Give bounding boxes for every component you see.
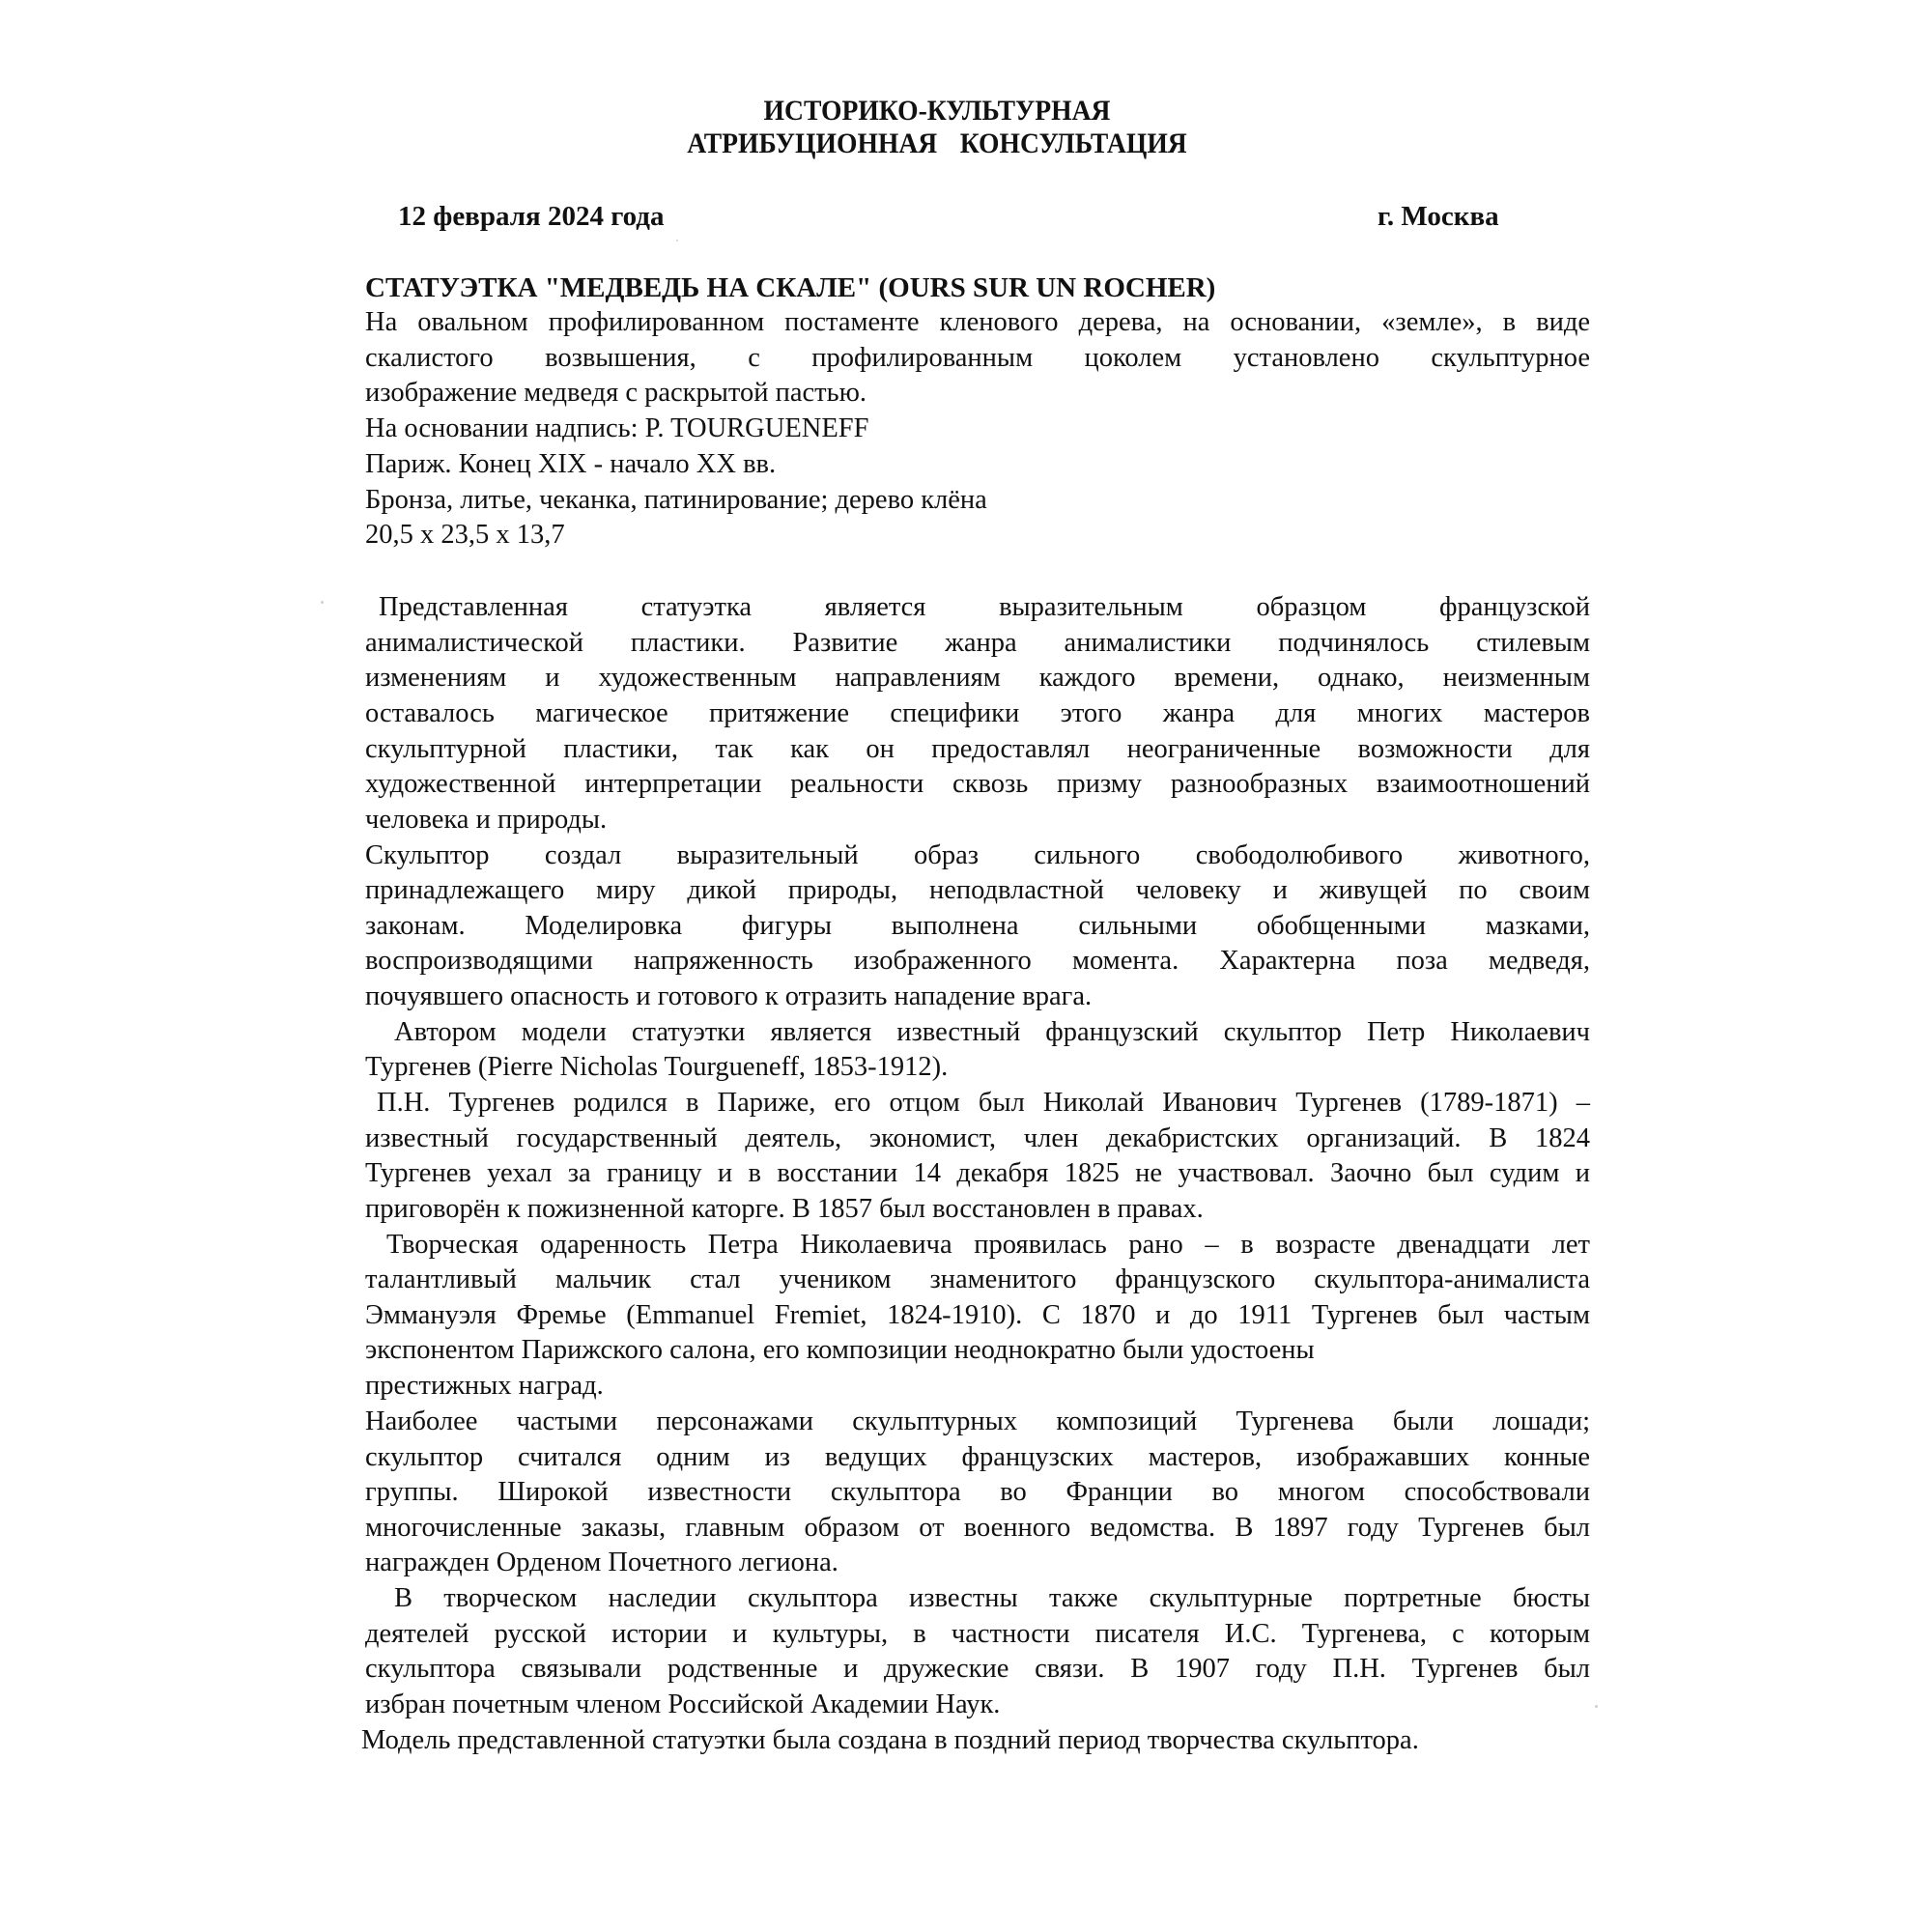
description-line: скалистого возвышения, с профилированным цоколем установлено скульптурное <box>365 342 1590 373</box>
paragraph-line: воспроизводящими напряженность изображенного момента. Характерна поза медведя, <box>365 946 1590 977</box>
paragraph-line: группы. Широкой известности скульптора во Франции во многом способствовали <box>365 1477 1590 1508</box>
document-date: 12 февраля 2024 года <box>398 201 665 232</box>
paragraph-line: законам. Моделировка фигуры выполнена сильными обобщенными мазками, <box>365 910 1590 941</box>
paragraph-line: художественной интерпретации реальности сквозь призму разнообразных взаимоотношений <box>365 769 1590 800</box>
paragraph-busts <box>365 1581 1590 1723</box>
paragraph-line: Скульптор создал выразительный образ сильного свободолюбивого животного, <box>365 839 1590 870</box>
object-description <box>365 305 1590 412</box>
paragraph-line: талантливый мальчик стал учеником знаменитого французского скульптора-анималиста <box>365 1264 1590 1295</box>
spec-dimensions: 20,5 х 23,5 х 13,7 <box>365 520 565 551</box>
paragraph-line: В творческом наследии скульптора известны также скульптурные портретные бюсты <box>394 1583 1590 1614</box>
paragraph-line: человека и природы. <box>365 804 608 835</box>
scan-speck <box>1595 1705 1598 1708</box>
paragraph-line: скульптурной пластики, так как он предоставлял неограниченные возможности для <box>365 733 1590 764</box>
paragraph-line: анималистической пластики. Развитие жанра анималистики подчинялось стилевым <box>365 627 1590 658</box>
document-title-line-2: АТРИБУЦИОННАЯ КОНСУЛЬТАЦИЯ <box>687 128 1187 159</box>
paragraph-line: Наиболее частыми персонажами скульптурных композиций Тургенева были лошади; <box>365 1406 1590 1437</box>
spec-materials: Бронза, литье, чеканка, патинирование; дерево клёна <box>365 484 987 515</box>
description-line: изображение медведя с раскрытой пастью. <box>365 378 867 409</box>
paragraph-line: избран почетным членом Российской Академии Наук. <box>365 1690 1001 1719</box>
paragraph-sculptor-image <box>365 838 1590 1015</box>
paragraph-line: приговорён к пожизненной каторге. В 1857 был восстановлен в правах. <box>365 1193 1204 1224</box>
paragraph-line: Творческая одаренность Петра Николаевича проявилась рано – в возрасте двенадцати лет <box>386 1229 1590 1260</box>
paragraph-line: деятелей русской истории и культуры, в частности писателя И.С. Тургенева, с которым <box>365 1618 1590 1649</box>
object-specs <box>365 412 1590 554</box>
paragraph-line: Тургенев уехал за границу и в восстании 14 декабря 1825 не участвовал. Заочно был судим и <box>365 1158 1590 1189</box>
paragraph-line: оставалось магическое притяжение специфики этого жанра для многих мастеров <box>365 697 1590 728</box>
paragraph-intro <box>365 590 1590 626</box>
spec-inscription: На основании надпись: P. TOURGUENEFF <box>365 412 869 443</box>
paragraph-line: многочисленные заказы, главным образом от военного ведомства. В 1897 году Тургенев был <box>365 1512 1590 1543</box>
document-title-line-1: ИСТОРИКО-КУЛЬТУРНАЯ <box>763 95 1111 127</box>
paragraph-line: престижных наград. <box>365 1371 604 1402</box>
paragraph-line: П.Н. Тургенев родился в Париже, его отцом был Николай Иванович Тургенев (1789-1871) – <box>377 1088 1590 1119</box>
paragraph-line: скульптор считался одним из ведущих французских мастеров, изображавших конные <box>365 1441 1590 1472</box>
description-line: На овальном профилированном постаменте кленового дерева, на основании, «земле», в виде <box>365 307 1590 337</box>
paragraph-author <box>365 1015 1590 1086</box>
paragraph-line: известный государственный деятель, экономист, член декабристских организаций. В 1824 <box>365 1122 1590 1153</box>
paragraph-line: Автором модели статуэтки является известный французский скульптор Петр Николаевич <box>394 1016 1590 1047</box>
document-body <box>361 270 1590 1759</box>
spec-origin: Париж. Конец XIX - начало XX вв. <box>365 448 777 479</box>
paragraph-line: Модель представленной статуэтки была создана в поздний период творчества скульптора. <box>361 1724 1419 1755</box>
paragraph-biography <box>365 1086 1590 1228</box>
paragraph-line: скульптора связывали родственные и дружеские связи. В 1907 году П.Н. Тургенев был <box>365 1654 1590 1685</box>
paragraph-line: награжден Орденом Почетного легиона. <box>365 1548 838 1578</box>
paragraph-line: Эммануэля Фремье (Emmanuel Fremiet, 1824-1910). С 1870 и до 1911 Тургенев был частым <box>365 1299 1590 1330</box>
paragraph-intro-cont <box>365 626 1590 838</box>
paragraph-talent <box>365 1228 1590 1405</box>
paragraph-line: экспонентом Парижского салона, его композиции неоднократно были удостоены <box>365 1335 1315 1366</box>
paragraph-line: Представленная статуэтка является выразительным образцом французской <box>379 592 1590 623</box>
paragraph-gap <box>365 554 1590 590</box>
scan-speck <box>321 601 324 604</box>
paragraph-line: изменениям и художественным направлениям каждого времени, однако, неизменным <box>365 663 1590 694</box>
scan-speck <box>676 240 678 241</box>
paragraph-line: Тургенев (Pierre Nicholas Tourgueneff, 1853-1912). <box>365 1052 949 1083</box>
document-city: г. Москва <box>1378 201 1499 232</box>
paragraph-line: принадлежащего миру дикой природы, неподвластной человеку и живущей по своим <box>365 875 1590 906</box>
paragraph-conclusion <box>361 1723 1590 1759</box>
object-heading: СТАТУЭТКА "МЕДВЕДЬ НА СКАЛЕ" (OURS SUR UN ROCHER) <box>365 272 1216 303</box>
paragraph-line: почуявшего опасность и готового к отразить нападение врага. <box>365 980 1093 1011</box>
paragraph-horses <box>365 1405 1590 1581</box>
